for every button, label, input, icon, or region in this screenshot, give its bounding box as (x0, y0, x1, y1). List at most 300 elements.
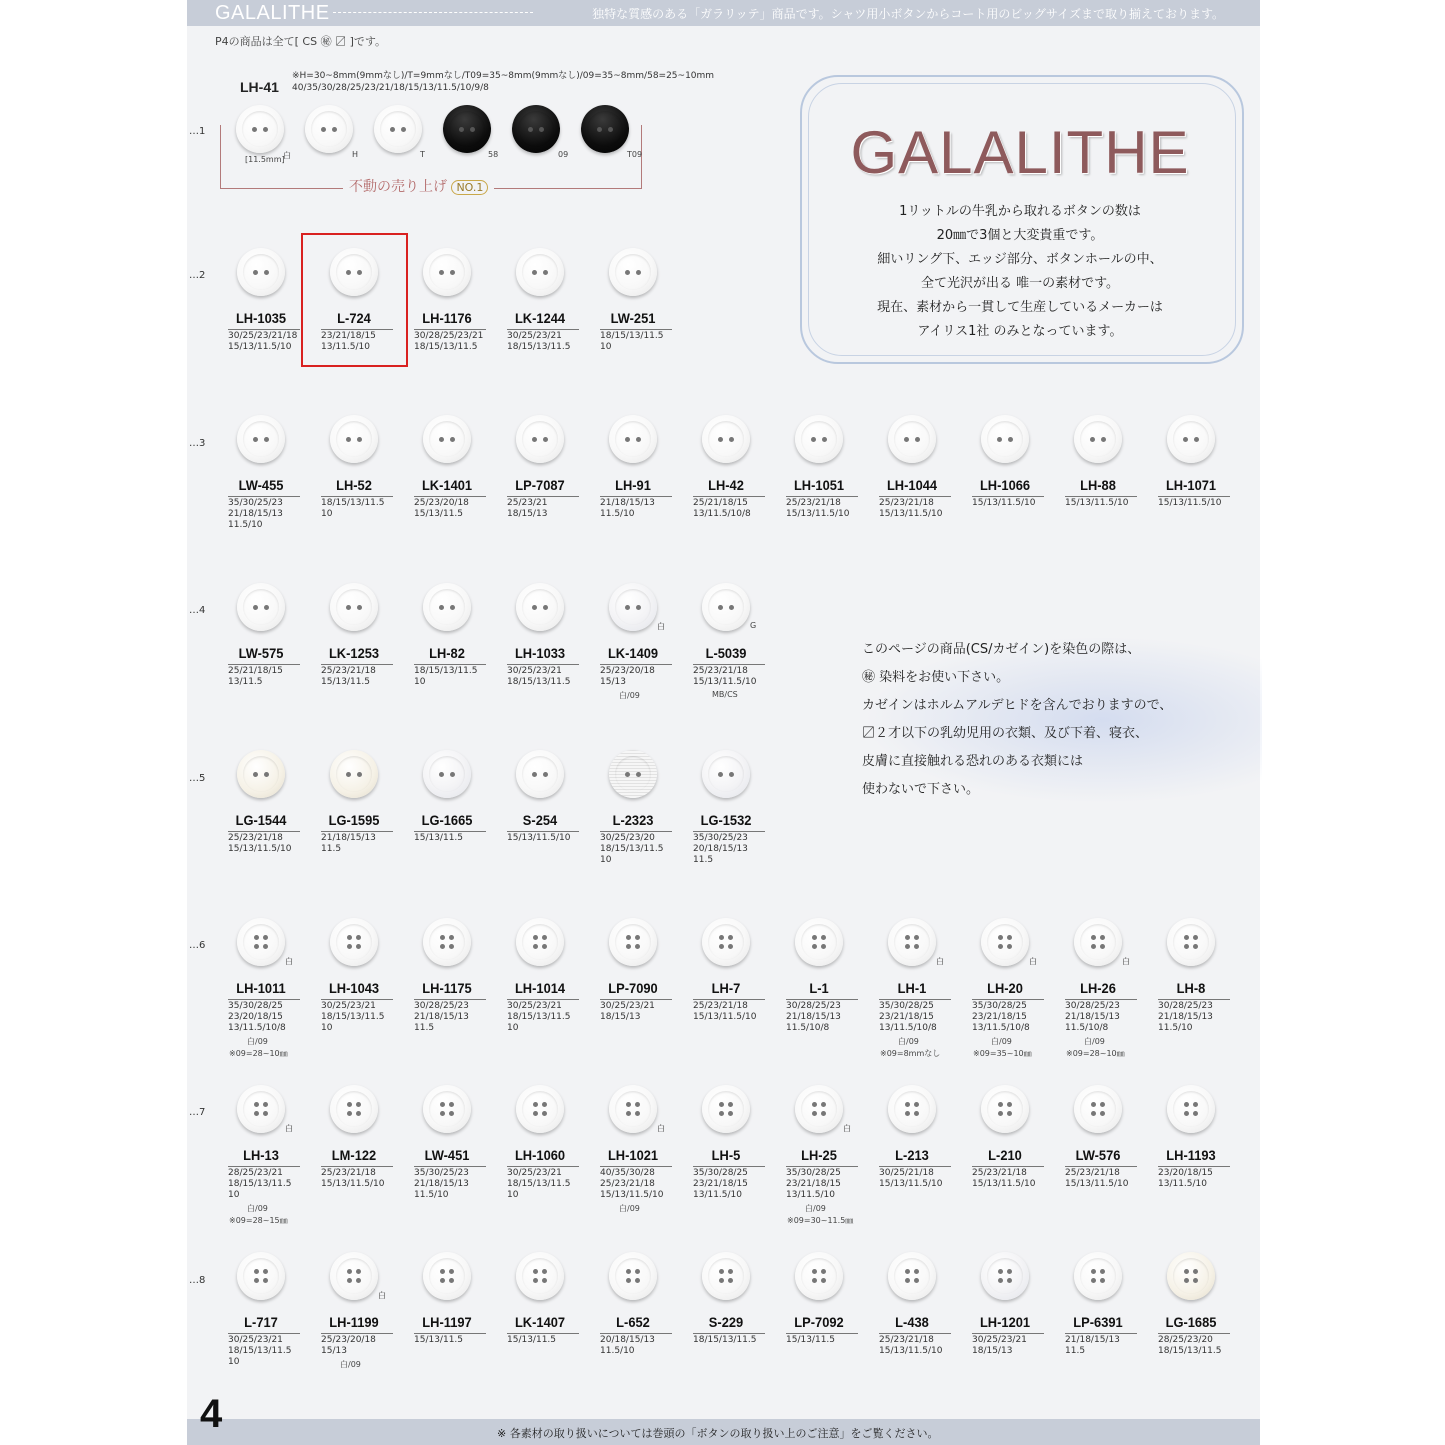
button-hole (1193, 1269, 1198, 1274)
button-image (981, 1085, 1029, 1133)
row-marker: …3 (189, 438, 206, 449)
button-hole (597, 127, 602, 132)
button-hole (254, 1278, 259, 1283)
button-code: LG-1532 (700, 812, 752, 828)
lh41-variant-mark: 白 (283, 151, 291, 160)
button-hole (1007, 1269, 1012, 1274)
button-sizes: 15/13/11.5/10 (1065, 496, 1137, 509)
button-code: L-652 (616, 1314, 650, 1330)
button-code: LH-5 (711, 1147, 741, 1163)
button-hole (356, 1111, 361, 1116)
button-hole (439, 772, 444, 777)
button-image (1167, 918, 1215, 966)
button-sizes: 30/25/23/21 18/15/13/11.5 (507, 664, 579, 688)
button-hole (533, 1102, 538, 1107)
button-image (981, 918, 1029, 966)
button-image (1074, 415, 1122, 463)
button-sizes: 30/25/23/21/18 15/13/11.5/10 (228, 329, 300, 353)
lh41-button (374, 105, 422, 153)
button-code: LH-1199 (329, 1314, 379, 1330)
button-hole (914, 935, 919, 940)
button-image (423, 1085, 471, 1133)
button-code: LP-7092 (794, 1314, 844, 1330)
button-hole (263, 935, 268, 940)
row-marker: …2 (189, 270, 206, 281)
variant-note-2: ※09=28~10㎜ (229, 1049, 288, 1058)
button-sizes: 25/23/21/18 15/13/11.5/10 (228, 831, 300, 855)
button-code: L-724 (337, 310, 371, 326)
button-hole (1193, 1111, 1198, 1116)
button-sizes: 18/15/13/11.5 10 (600, 329, 672, 353)
button-code: LH-8 (1176, 980, 1206, 996)
button-hole (812, 935, 817, 940)
button-sizes: 35/30/28/25 23/21/18/15 13/11.5/10 (693, 1166, 765, 1201)
button-hole (997, 437, 1002, 442)
button-hole (542, 1102, 547, 1107)
button-hole (347, 944, 352, 949)
button-hole (1007, 944, 1012, 949)
button-hole (904, 437, 909, 442)
button-hole (626, 935, 631, 940)
row-marker: …5 (189, 773, 206, 784)
button-hole (905, 1111, 910, 1116)
button-hole (542, 935, 547, 940)
button-hole (811, 437, 816, 442)
button-hole (450, 270, 455, 275)
button-hole (543, 437, 548, 442)
variant-note: 白/09 (991, 1037, 1012, 1046)
variant-note-2: ※09=35~10㎜ (973, 1049, 1032, 1058)
button-hole (821, 1102, 826, 1107)
button-hole (1007, 935, 1012, 940)
button-hole (356, 944, 361, 949)
button-sizes: 21/18/15/13 11.5/10 (600, 496, 672, 520)
button-hole (1101, 437, 1106, 442)
button-hole (1184, 1278, 1189, 1283)
button-hole (812, 1269, 817, 1274)
row-marker: …1 (189, 126, 206, 137)
variant-mark: 白 (285, 1124, 293, 1133)
button-image (516, 248, 564, 296)
button-hole (346, 437, 351, 442)
button-sizes: 25/23/21/18 15/13/11.5 (321, 664, 393, 688)
button-hole (1183, 437, 1188, 442)
button-hole (822, 437, 827, 442)
button-hole (543, 270, 548, 275)
button-hole (1091, 1102, 1096, 1107)
button-code: LW-455 (238, 477, 284, 493)
row-marker: …6 (189, 940, 206, 951)
button-code: LG-1685 (1165, 1314, 1217, 1330)
row-marker: …7 (189, 1107, 206, 1118)
button-sizes: 15/13/11.5 (414, 1333, 486, 1346)
galalithe-line: アイリス1社 のみとなっています。 (917, 324, 1123, 339)
button-hole (532, 772, 537, 777)
button-hole (728, 1269, 733, 1274)
button-hole (253, 437, 258, 442)
button-sizes: 30/25/23/21 18/15/13/11.5 10 (507, 1166, 579, 1201)
button-sizes: 35/30/28/25 23/21/18/15 13/11.5/10/8 (972, 999, 1044, 1034)
button-sizes: 15/13/11.5 (786, 1333, 858, 1346)
button-hole (254, 944, 259, 949)
variant-note-2: ※09=30~11.5㎜ (787, 1216, 854, 1225)
button-code: LW-575 (238, 645, 284, 661)
button-hole (264, 772, 269, 777)
button-image (609, 583, 657, 631)
variant-note-2: ※09=8mmなし (880, 1049, 941, 1058)
button-image (888, 415, 936, 463)
button-image (609, 1085, 657, 1133)
button-image (423, 583, 471, 631)
button-hole (450, 437, 455, 442)
button-hole (390, 127, 395, 132)
button-hole (625, 605, 630, 610)
button-image (237, 1085, 285, 1133)
button-hole (440, 1278, 445, 1283)
button-hole (1184, 944, 1189, 949)
lh41-button (512, 105, 560, 153)
button-image (702, 415, 750, 463)
button-hole (812, 1278, 817, 1283)
button-hole (812, 1111, 817, 1116)
button-image (423, 918, 471, 966)
button-hole (1007, 1102, 1012, 1107)
button-sizes: 15/13/11.5 (414, 831, 486, 844)
button-sizes: 30/25/23/21 18/15/13/11.5 10 (507, 999, 579, 1034)
button-sizes: 15/13/11.5/10 (507, 831, 579, 844)
button-hole (719, 1269, 724, 1274)
button-image (237, 248, 285, 296)
button-image (702, 583, 750, 631)
button-sizes: 25/23/21/18 15/13/11.5/10 (1065, 1166, 1137, 1190)
button-image (609, 248, 657, 296)
button-hole (449, 1278, 454, 1283)
button-hole (254, 1111, 259, 1116)
button-hole (1091, 944, 1096, 949)
button-sizes: 30/25/21/18 15/13/11.5/10 (879, 1166, 951, 1190)
button-hole (1193, 1102, 1198, 1107)
button-hole (439, 270, 444, 275)
casein-line: 使わないで下さい。 (862, 782, 980, 797)
button-hole (439, 605, 444, 610)
variant-note: 白/09 (247, 1037, 268, 1046)
button-image (330, 1085, 378, 1133)
variant-note: 白/09 (805, 1204, 826, 1213)
button-hole (636, 605, 641, 610)
button-code: LW-251 (610, 310, 656, 326)
button-sizes: 18/15/13/11.5 10 (321, 496, 393, 520)
button-hole (635, 1278, 640, 1283)
button-hole (626, 1102, 631, 1107)
button-hole (347, 1111, 352, 1116)
button-hole (915, 437, 920, 442)
button-code: LP-7090 (608, 980, 658, 996)
variant-mark: 白 (285, 957, 293, 966)
variant-mark: 白 (843, 1124, 851, 1133)
lh41-button (443, 105, 491, 153)
button-hole (1100, 1102, 1105, 1107)
button-hole (470, 127, 475, 132)
button-code: LM-122 (331, 1147, 377, 1163)
variant-note: 白/09 (619, 691, 640, 700)
best-seller-text: 不動の売り上げ (349, 179, 447, 195)
button-sizes: 30/25/23/21 18/15/13/11.5 10 (228, 1333, 300, 1368)
button-hole (532, 270, 537, 275)
lh41-spec-line2: 40/35/30/28/25/23/21/18/15/13/11.5/10/9/8 (292, 83, 489, 93)
button-code: LK-1244 (514, 310, 566, 326)
variant-mark: 白 (936, 957, 944, 966)
button-hole (263, 127, 268, 132)
button-sizes: 30/28/25/23 21/18/15/13 11.5/10/8 (1065, 999, 1137, 1034)
button-code: LH-1060 (514, 1147, 566, 1163)
button-hole (719, 1102, 724, 1107)
button-hole (543, 605, 548, 610)
button-hole (626, 1111, 631, 1116)
button-image (237, 415, 285, 463)
button-hole (356, 1269, 361, 1274)
button-hole (821, 1111, 826, 1116)
button-hole (1091, 935, 1096, 940)
button-hole (357, 605, 362, 610)
button-hole (636, 270, 641, 275)
button-sizes: 23/20/18/15 13/11.5/10 (1158, 1166, 1230, 1190)
button-hole (998, 1278, 1003, 1283)
header-bar (187, 0, 1260, 26)
casein-line: ㊙ 染料をお使い下さい。 (862, 670, 1010, 685)
button-hole (533, 944, 538, 949)
variant-mark: 白 (1029, 957, 1037, 966)
button-code: L-438 (895, 1314, 929, 1330)
button-hole (357, 437, 362, 442)
button-sizes: 25/23/21/18 15/13/11.5/10 (879, 496, 951, 520)
button-code: LH-1176 (422, 310, 472, 326)
button-image (795, 1085, 843, 1133)
button-hole (254, 935, 259, 940)
button-code: LH-82 (429, 645, 465, 661)
button-hole (1091, 1111, 1096, 1116)
button-hole (728, 935, 733, 940)
button-sizes: 15/13/11.5/10 (1158, 496, 1230, 509)
page-number: 4 (200, 1392, 223, 1436)
button-image (516, 750, 564, 798)
button-hole (542, 1269, 547, 1274)
button-code: LG-1595 (328, 812, 380, 828)
button-hole (812, 944, 817, 949)
lh41-variant-mark: T (420, 150, 425, 159)
button-hole (998, 944, 1003, 949)
row-marker: …4 (189, 605, 206, 616)
button-sizes: 30/25/23/21 18/15/13 (600, 999, 672, 1023)
button-code: LH-1066 (979, 477, 1031, 493)
button-image (330, 1252, 378, 1300)
variant-note: 白/09 (1084, 1037, 1105, 1046)
button-hole (253, 772, 258, 777)
button-hole (1100, 1278, 1105, 1283)
button-sizes: 25/23/21/18 15/13/11.5/10 (972, 1166, 1044, 1190)
button-hole (729, 605, 734, 610)
button-hole (821, 1278, 826, 1283)
button-sizes: 40/35/30/28 25/23/21/18 15/13/11.5/10 (600, 1166, 672, 1201)
p4-note: P4の商品は全て[ CS ㊙ 〼 ]です。 (215, 35, 386, 48)
button-hole (1193, 1278, 1198, 1283)
button-sizes: 18/15/13/11.5 10 (414, 664, 486, 688)
button-image (423, 750, 471, 798)
button-image (1074, 1085, 1122, 1133)
button-image (981, 1252, 1029, 1300)
button-code: LW-576 (1075, 1147, 1121, 1163)
button-hole (625, 437, 630, 442)
button-sizes: 30/25/23/21 18/15/13/11.5 10 (321, 999, 393, 1034)
galalithe-line: 細いリング下、エッジ部分、ボタンホールの中、 (877, 252, 1163, 267)
button-hole (608, 127, 613, 132)
button-hole (1194, 437, 1199, 442)
button-hole (254, 1102, 259, 1107)
button-code: LH-1014 (514, 980, 566, 996)
button-code: L-717 (244, 1314, 278, 1330)
button-hole (729, 437, 734, 442)
button-hole (905, 1102, 910, 1107)
button-code: L-1 (809, 980, 829, 996)
lh41-button (581, 105, 629, 153)
button-hole (1090, 437, 1095, 442)
button-image (795, 1252, 843, 1300)
button-sizes: 21/18/15/13 11.5 (1065, 1333, 1137, 1357)
button-sizes: 25/23/21/18 15/13/11.5/10 (693, 664, 765, 688)
button-image (609, 918, 657, 966)
button-hole (347, 1102, 352, 1107)
button-sizes: 35/30/25/23 20/18/15/13 11.5 (693, 831, 765, 866)
button-hole (1184, 935, 1189, 940)
button-hole (821, 1269, 826, 1274)
button-hole (1091, 1278, 1096, 1283)
header-divider (333, 12, 533, 13)
button-hole (253, 270, 258, 275)
button-hole (252, 127, 257, 132)
button-hole (719, 935, 724, 940)
variant-note: 白/09 (619, 1204, 640, 1213)
button-hole (532, 437, 537, 442)
button-hole (440, 1111, 445, 1116)
button-hole (347, 1278, 352, 1283)
button-hole (332, 127, 337, 132)
button-hole (905, 1278, 910, 1283)
button-hole (635, 1102, 640, 1107)
button-code: LH-1193 (1166, 1147, 1216, 1163)
button-sizes: 23/21/18/15 13/11.5/10 (321, 329, 393, 353)
button-image (330, 415, 378, 463)
button-code: LH-1197 (422, 1314, 472, 1330)
button-code: LP-7087 (515, 477, 565, 493)
variant-mark: 白 (657, 622, 665, 631)
button-sizes: 30/28/25/23 21/18/15/13 11.5 (414, 999, 486, 1034)
casein-line: 皮膚に直接触れる恐れのある衣類には (862, 754, 1084, 769)
button-hole (449, 1102, 454, 1107)
button-code: LP-6391 (1073, 1314, 1123, 1330)
selection-highlight (301, 233, 408, 367)
button-hole (1184, 1102, 1189, 1107)
button-hole (719, 1278, 724, 1283)
galalithe-title: GALALITHE (850, 119, 1190, 186)
button-hole (718, 772, 723, 777)
galalithe-description (800, 200, 1240, 344)
button-hole (636, 772, 641, 777)
header-tagline: 独特な質感のある「ガラリッテ」商品です。シャツ用小ボタンからコート用のビッグサイズまで取り揃えております。 (592, 7, 1224, 21)
button-hole (533, 1269, 538, 1274)
button-image (516, 918, 564, 966)
button-hole (542, 1111, 547, 1116)
button-sizes: 25/23/21/18 15/13/11.5/10 (321, 1166, 393, 1190)
galalithe-line: 1リットルの牛乳から取れるボタンの数は (899, 204, 1141, 219)
button-code: LH-20 (987, 980, 1023, 996)
button-hole (635, 1269, 640, 1274)
button-image (516, 415, 564, 463)
button-code: LH-1011 (236, 980, 286, 996)
button-sizes: 25/23/21/18 15/13/11.5/10 (693, 999, 765, 1023)
button-hole (401, 127, 406, 132)
button-image (609, 750, 657, 798)
button-hole (440, 944, 445, 949)
button-hole (998, 1102, 1003, 1107)
button-image (237, 1252, 285, 1300)
button-hole (821, 944, 826, 949)
button-code: LH-1 (897, 980, 927, 996)
button-hole (905, 935, 910, 940)
lh41-spec-line1: ※H=30~8mm(9mmなし)/T=9mmなし/T09=35~8mm(9mmなし)/09=35~8mm/58=25~10mm (292, 71, 715, 81)
galalithe-line: 20㎜で3個と大変貴重です。 (936, 228, 1104, 243)
button-hole (1008, 437, 1013, 442)
button-sizes: 35/30/25/23 21/18/15/13 11.5/10 (228, 496, 300, 531)
button-hole (1100, 1111, 1105, 1116)
button-hole (1193, 935, 1198, 940)
button-code: LH-52 (336, 477, 372, 493)
brand-title: GALALITHE (215, 2, 330, 24)
button-sizes: 25/23/21 18/15/13 (507, 496, 579, 520)
lh41-variant-mark: H (352, 150, 359, 159)
button-code: LH-13 (243, 1147, 279, 1163)
button-sizes: 15/13/11.5 (507, 1333, 579, 1346)
button-hole (914, 944, 919, 949)
button-hole (728, 1278, 733, 1283)
button-hole (626, 944, 631, 949)
button-image (702, 918, 750, 966)
button-hole (440, 1269, 445, 1274)
button-code: LH-42 (708, 477, 744, 493)
button-hole (728, 1111, 733, 1116)
button-hole (539, 127, 544, 132)
button-hole (719, 1111, 724, 1116)
button-hole (543, 772, 548, 777)
button-hole (449, 1111, 454, 1116)
variant-note-2: ※09=28~10㎜ (1066, 1049, 1125, 1058)
button-hole (449, 944, 454, 949)
button-image (888, 1085, 936, 1133)
button-code: LH-1201 (979, 1314, 1031, 1330)
button-hole (533, 935, 538, 940)
button-image (423, 415, 471, 463)
button-hole (625, 270, 630, 275)
button-sizes: 25/23/20/18 15/13/11.5 (414, 496, 486, 520)
variant-mark: 白 (378, 1291, 386, 1300)
casein-line: カゼインはホルムアルデヒドを含んでおりますので、 (862, 698, 1173, 713)
button-image (1167, 1085, 1215, 1133)
button-sizes: 25/23/21/18 15/13/11.5/10 (786, 496, 858, 520)
button-hole (532, 605, 537, 610)
button-code: LH-1043 (328, 980, 380, 996)
button-hole (635, 944, 640, 949)
button-hole (718, 437, 723, 442)
button-image (888, 918, 936, 966)
button-code: LH-7 (711, 980, 741, 996)
